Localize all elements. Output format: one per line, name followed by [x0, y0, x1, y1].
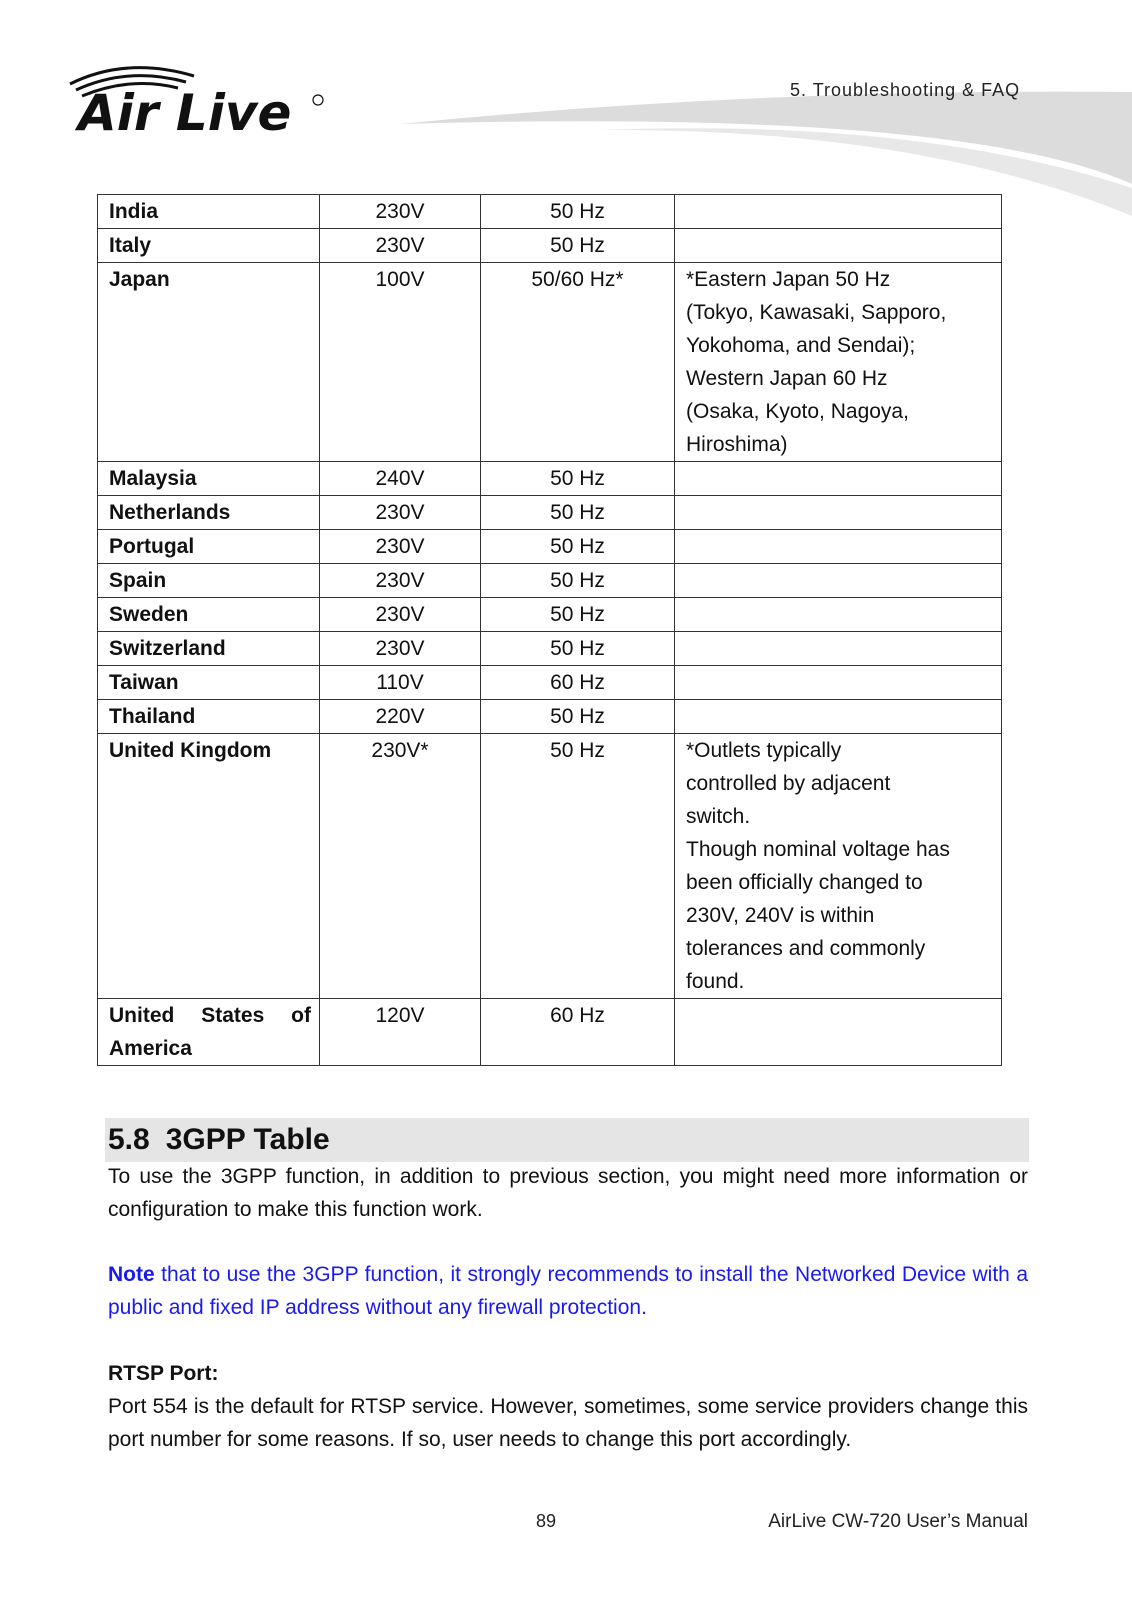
country-cell: Spain	[98, 564, 320, 598]
footer-manual-title: AirLive CW-720 User’s Manual	[768, 1511, 1028, 1532]
voltage-cell: 230V	[320, 632, 481, 666]
table-row	[98, 496, 1002, 530]
note-text: that to use the 3GPP function, it strongly recommends to install the Networked Device with a public and fixed IP address without any firewall protection.	[108, 1263, 1028, 1319]
voltage-cell: 120V	[320, 999, 481, 1066]
svg-text:Air Live: Air Live	[78, 84, 292, 140]
voltage-cell: 230V	[320, 530, 481, 564]
note-cell	[675, 598, 1002, 632]
voltage-cell: 230V*	[320, 734, 481, 999]
frequency-cell: 50 Hz	[481, 530, 675, 564]
frequency-cell: 50 Hz	[481, 598, 675, 632]
frequency-cell: 50 Hz	[481, 564, 675, 598]
frequency-cell: 50/60 Hz*	[481, 263, 675, 462]
frequency-cell: 50 Hz	[481, 700, 675, 734]
table-row	[98, 564, 1002, 598]
intro-paragraph: To use the 3GPP function, in addition to previous section, you might need more information or configuration to make this function work.	[108, 1165, 1028, 1221]
table-row	[98, 229, 1002, 263]
table-row	[98, 263, 1002, 462]
country-cell: Taiwan	[98, 666, 320, 700]
frequency-cell: 50 Hz	[481, 632, 675, 666]
country-line: United States of	[109, 1004, 311, 1027]
rtsp-paragraph: Port 554 is the default for RTSP service. However, sometimes, some service providers change this port number for some reasons. If so, user needs to change this port accordingly.	[108, 1395, 1028, 1451]
header-section-title: 5. Troubleshooting & FAQ	[790, 80, 1021, 100]
table-row	[98, 195, 1002, 229]
section-title-text: 3GPP Table	[165, 1123, 330, 1156]
voltage-cell: 230V	[320, 598, 481, 632]
note-cell	[675, 195, 1002, 229]
country-cell: Italy	[98, 229, 320, 263]
country-cell: Sweden	[98, 598, 320, 632]
voltage-cell: 220V	[320, 700, 481, 734]
rtsp-heading: RTSP Port:	[108, 1362, 219, 1385]
airlive-logo	[66, 58, 336, 140]
note-cell: *Eastern Japan 50 Hz (Tokyo, Kawasaki, Sapporo, Yokohoma, and Sendai); Western Japan 60 Hz (Osaka, Kyoto, Nagoya, Hiroshima)	[675, 263, 1002, 462]
note-cell	[675, 632, 1002, 666]
voltage-cell: 230V	[320, 195, 481, 229]
voltage-cell: 240V	[320, 462, 481, 496]
country-cell: Thailand	[98, 700, 320, 734]
note-cell: *Outlets typically controlled by adjacent switch. Though nominal voltage has been officially changed to 230V, 240V is within tolerances and commonly found.	[675, 734, 1002, 999]
section-number: 5.8	[108, 1123, 150, 1156]
frequency-cell: 60 Hz	[481, 999, 675, 1066]
country-cell: Portugal	[98, 530, 320, 564]
frequency-cell: 60 Hz	[481, 666, 675, 700]
country-cell: Switzerland	[98, 632, 320, 666]
table-row	[98, 999, 1002, 1066]
note-cell	[675, 564, 1002, 598]
country-cell: Japan	[98, 263, 320, 462]
country-cell	[98, 999, 320, 1066]
note-cell	[675, 462, 1002, 496]
page-number: 89	[536, 1511, 557, 1531]
voltage-frequency-table	[97, 194, 1002, 1066]
table-row	[98, 462, 1002, 496]
note-label: Note	[108, 1263, 155, 1286]
country-cell: Malaysia	[98, 462, 320, 496]
voltage-cell: 230V	[320, 496, 481, 530]
note-cell	[675, 496, 1002, 530]
voltage-cell: 110V	[320, 666, 481, 700]
note-paragraph	[108, 1258, 1028, 1324]
frequency-cell: 50 Hz	[481, 229, 675, 263]
table-row	[98, 666, 1002, 700]
frequency-cell: 50 Hz	[481, 195, 675, 229]
frequency-cell: 50 Hz	[481, 496, 675, 530]
table-row	[98, 700, 1002, 734]
note-cell	[675, 666, 1002, 700]
note-cell	[675, 700, 1002, 734]
country-cell: Netherlands	[98, 496, 320, 530]
note-cell	[675, 530, 1002, 564]
frequency-cell: 50 Hz	[481, 734, 675, 999]
note-cell	[675, 229, 1002, 263]
voltage-cell: 230V	[320, 564, 481, 598]
voltage-cell: 100V	[320, 263, 481, 462]
note-cell	[675, 999, 1002, 1066]
country-line: America	[109, 1037, 192, 1060]
voltage-cell: 230V	[320, 229, 481, 263]
table-row	[98, 598, 1002, 632]
country-cell: India	[98, 195, 320, 229]
country-cell: United Kingdom	[98, 734, 320, 999]
table-row	[98, 734, 1002, 999]
table-row	[98, 632, 1002, 666]
table-row	[98, 530, 1002, 564]
frequency-cell: 50 Hz	[481, 462, 675, 496]
section-title	[108, 1118, 330, 1162]
